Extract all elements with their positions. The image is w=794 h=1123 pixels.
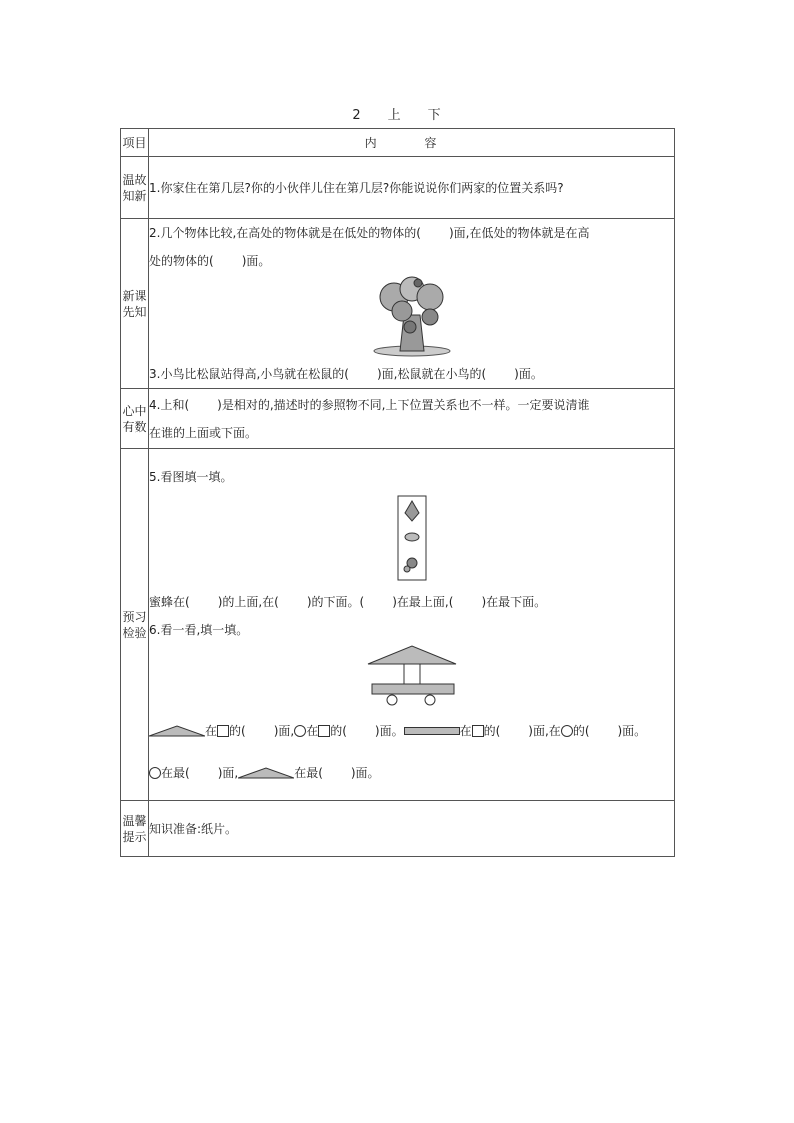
square-icon	[217, 725, 229, 737]
newlesson-label: 新课先知	[121, 219, 149, 389]
question-6: 6.看一看,填一填。	[149, 622, 249, 637]
mind-row	[121, 389, 675, 449]
review-label: 温故知新	[121, 157, 149, 219]
question-1: 1.你家住在第几层?你的小伙伴儿住在第几层?你能说说你们两家的位置关系吗?	[149, 180, 564, 195]
question-5: 5.看图填一填。	[149, 469, 233, 484]
question-2-line-2: 处的物体的( )面。	[149, 254, 271, 268]
newlesson-row	[121, 219, 675, 389]
preview-row	[121, 449, 675, 801]
title-char-down: 下	[427, 108, 442, 123]
preview-label: 预习检验	[121, 449, 149, 801]
mind-label: 心中有数	[121, 389, 149, 449]
triangle-icon	[149, 725, 205, 737]
tips-label: 温馨提示	[121, 801, 149, 857]
circle-icon	[294, 725, 306, 737]
question-3: 3.小鸟比松鼠站得高,小鸟就在松鼠的( )面,松鼠就在小鸟的( )面。	[149, 367, 543, 381]
triangle-roof-cart-diagram	[366, 644, 458, 706]
title-char-up: 上	[387, 108, 402, 123]
leaf-bee-flower-illustration	[397, 495, 427, 581]
circle-icon	[149, 767, 161, 779]
question-5-answer: 蜜蜂在( )的上面,在( )的下面。( )在最上面,( )在最下面。	[149, 594, 547, 609]
question-2-line-1: 2.几个物体比较,在高处的物体就是在低处的物体的( )面,在低处的物体就是在高	[149, 226, 590, 240]
question-4-line-1: 4.上和( )是相对的,描述时的参照物不同,上下位置关系也不一样。一定要说清谁	[149, 397, 590, 412]
header-item: 项目	[121, 129, 149, 157]
page-title	[0, 104, 794, 123]
question-4-line-2: 在谁的上面或下面。	[149, 425, 258, 440]
circle-icon	[561, 725, 573, 737]
lesson-number: 2	[352, 108, 362, 123]
square-icon	[472, 725, 484, 737]
rectangle-bar-icon	[404, 727, 460, 735]
triangle-icon	[238, 767, 294, 779]
tips-row	[121, 801, 675, 857]
review-row	[121, 157, 675, 219]
tips-text: 知识准备:纸片。	[149, 821, 238, 836]
question-6-line-1: 在 的( )面, 在 的( )面。 在 的( )面,在 的( )面。	[149, 717, 674, 745]
header-content: 内 容	[149, 129, 675, 157]
square-icon	[318, 725, 330, 737]
worksheet-table	[120, 128, 675, 857]
tree-squirrel-bird-illustration	[372, 275, 452, 357]
question-6-line-2: 在最( )面, 在最( )面。	[149, 759, 674, 787]
header-row	[121, 129, 675, 157]
